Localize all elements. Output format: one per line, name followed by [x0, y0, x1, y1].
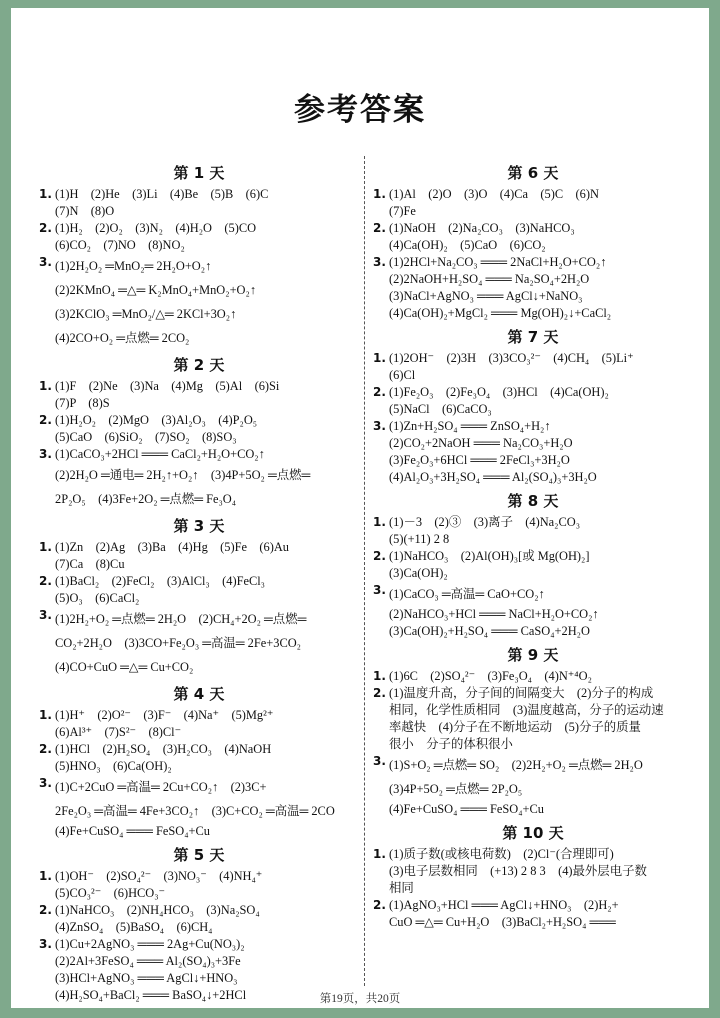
answer-line: (5)CaO (6)SiO₂ (7)SO₂ (8)SO₃: [55, 430, 237, 444]
answer-line: (4)Ca(OH)₂+MgCl₂ ═══ Mg(OH)₂↓+CaCl₂: [389, 306, 612, 320]
answer-item: [39, 254, 359, 350]
answer-line: CuO ═△═ Cu+H₂O (3)BaCl₂+H₂SO₄ ═══: [389, 915, 616, 929]
answer-line: (1)BaCl₂ (2)FeCl₂ (3)AlCl₃ (4)FeCl₃: [55, 574, 266, 588]
day-heading: 第 4 天: [173, 685, 225, 703]
answer-line: (5)(+11) 2 8: [389, 532, 450, 546]
answer-item: [373, 350, 693, 384]
answer-line: (1)质子数(或核电荷数) (2)Cl⁻(合理即可): [389, 847, 614, 861]
answer-line: (1)Fe₂O₃ (2)Fe₃O₄ (3)HCl (4)Ca(OH)₂: [389, 385, 609, 399]
answer-line: (4)Fe+CuSO₄ ═══ FeSO₄+Cu: [55, 824, 210, 838]
question-number: 3.: [39, 608, 52, 622]
answer-line: (1)C+2CuO ═高温═ 2Cu+CO₂↑ (2)3C+: [55, 780, 267, 794]
day-heading: 第 1 天: [173, 164, 225, 182]
question-number: 3.: [39, 447, 52, 461]
answer-line: (1)H₂ (2)O₂ (3)N₂ (4)H₂O (5)CO: [55, 221, 257, 235]
answer-line: (1)AgNO₃+HCl ═══ AgCl↓+HNO₃ (2)H₂+: [389, 898, 619, 912]
answer-line: (2)2H₂O ═通电═ 2H₂↑+O₂↑ (3)4P+5O₂ ═点燃═: [55, 468, 311, 482]
left-column: [39, 158, 359, 1004]
answer-line: (4)CO+CuO ═△═ Cu+CO₂: [55, 660, 194, 674]
answer-line: (4)H₂SO₄+BaCl₂ ═══ BaSO₄↓+2HCl: [55, 988, 247, 1002]
answer-line: (1)2HCl+Na₂CO₃ ═══ 2NaCl+H₂O+CO₂↑: [389, 255, 607, 269]
answer-line: (2)2KMnO₄ ═△═ K₂MnO₄+MnO₂+O₂↑: [55, 283, 257, 297]
page-title: 参考答案: [294, 92, 426, 128]
question-number: 2.: [373, 221, 386, 235]
answer-item: [39, 573, 359, 607]
answer-line: (2)CO₂+2NaOH ═══ Na₂CO₃+H₂O: [389, 436, 573, 450]
answer-line: (3)2KClO₃ ═MnO₂/△═ 2KCl+3O₂↑: [55, 307, 237, 321]
answer-item: [39, 378, 359, 412]
answer-line: (1)6C (2)SO₄²⁻ (3)Fe₃O₄ (4)N⁺⁴O₂: [389, 669, 592, 683]
answer-line: (1)温度升高，分子间的间隔变大 (2)分子的构成: [389, 686, 654, 700]
answer-line: (4)ZnSO₄ (5)BaSO₄ (6)CH₄: [55, 920, 213, 934]
question-number: 1.: [39, 540, 52, 554]
answer-line: (4)Al₂O₃+3H₂SO₄ ═══ Al₂(SO₄)₃+3H₂O: [389, 470, 597, 484]
page-footer: 第19页，共20页: [319, 993, 401, 1005]
day-heading: 第 8 天: [507, 492, 559, 510]
question-number: 3.: [373, 419, 386, 433]
answer-line: (1)2H₂O₂ ═MnO₂═ 2H₂O+O₂↑: [55, 259, 212, 273]
question-number: 3.: [39, 255, 52, 269]
answer-line: (3)HCl+AgNO₃ ═══ AgCl↓+HNO₃: [55, 971, 238, 985]
question-number: 1.: [373, 847, 386, 861]
answer-line: (1)NaHCO₃ (2)NH₄HCO₃ (3)Na₂SO₄: [55, 903, 260, 917]
answer-line: (2)2Al+3FeSO₄ ═══ Al₂(SO₄)₃+3Fe: [55, 954, 241, 968]
answer-page: [11, 8, 709, 1008]
answer-line: (1)F (2)Ne (3)Na (4)Mg (5)Al (6)Si: [55, 379, 280, 393]
answer-item: [373, 548, 693, 582]
answer-line: (6)CO₂ (7)NO (8)NO₂: [55, 238, 185, 252]
right-column: [373, 158, 693, 931]
answer-item: [39, 707, 359, 741]
day-heading: 第 5 天: [173, 846, 225, 864]
question-number: 2.: [373, 686, 386, 700]
answer-item: [39, 220, 359, 254]
answer-line: (2)2NaOH+H₂SO₄ ═══ Na₂SO₄+2H₂O: [389, 272, 590, 286]
answer-item: [373, 514, 693, 548]
answer-line: (4)Ca(OH)₂ (5)CaO (6)CO₂: [389, 238, 546, 252]
answer-line: (3)Ca(OH)₂+H₂SO₄ ═══ CaSO₄+2H₂O: [389, 624, 590, 638]
column-divider: [364, 156, 365, 986]
answer-item: [373, 753, 693, 818]
answer-item: [373, 418, 693, 486]
answer-line: (1)H₂O₂ (2)MgO (3)Al₂O₃ (4)P₂O₅: [55, 413, 258, 427]
question-number: 2.: [39, 221, 52, 235]
answer-line: (1)NaOH (2)Na₂CO₃ (3)NaHCO₃: [389, 221, 575, 235]
question-number: 2.: [373, 385, 386, 399]
question-number: 1.: [39, 708, 52, 722]
answer-line: (3)4P+5O₂ ═点燃═ 2P₂O₅: [389, 782, 523, 796]
answer-line: 2P₂O₅ (4)3Fe+2O₂ ═点燃═ Fe₃O₄: [55, 492, 237, 506]
question-number: 1.: [39, 869, 52, 883]
answer-line: (1)－3 (2)③ (3)离子 (4)Na₂CO₃: [389, 515, 581, 529]
answer-line: (4)Fe+CuSO₄ ═══ FeSO₄+Cu: [389, 802, 544, 816]
answer-item: [39, 412, 359, 446]
answer-item: [373, 582, 693, 640]
answer-line: (1)NaHCO₃ (2)Al(OH)₃[或 Mg(OH)₂]: [389, 549, 590, 563]
answer-line: (1)S+O₂ ═点燃═ SO₂ (2)2H₂+O₂ ═点燃═ 2H₂O: [389, 758, 643, 772]
answer-item: [373, 685, 693, 753]
answer-line: (3)NaCl+AgNO₃ ═══ AgCl↓+NaNO₃: [389, 289, 583, 303]
day-heading: 第 9 天: [507, 646, 559, 664]
question-number: 2.: [39, 903, 52, 917]
answer-line: (7)P (8)S: [55, 396, 110, 410]
answer-line: (1)Zn (2)Ag (3)Ba (4)Hg (5)Fe (6)Au: [55, 540, 289, 554]
answer-line: (1)H (2)He (3)Li (4)Be (5)B (6)C: [55, 187, 269, 201]
answer-line: 2Fe₂O₃ ═高温═ 4Fe+3CO₂↑ (3)C+CO₂ ═高温═ 2CO: [55, 804, 335, 818]
answer-item: [39, 902, 359, 936]
answer-line: CO₂+2H₂O (3)3CO+Fe₂O₃ ═高温═ 2Fe+3CO₂: [55, 636, 301, 650]
answer-line: (3)Fe₂O₃+6HCl ═══ 2FeCl₃+3H₂O: [389, 453, 570, 467]
answer-item: [373, 668, 693, 685]
answer-line: 相同: [389, 881, 414, 895]
answer-line: (7)Ca (8)Cu: [55, 557, 125, 571]
question-number: 3.: [39, 776, 52, 790]
day-heading: 第 7 天: [507, 328, 559, 346]
answer-line: (1)H⁺ (2)O²⁻ (3)F⁻ (4)Na⁺ (5)Mg²⁺: [55, 708, 274, 722]
answer-line: (1)2OH⁻ (2)3H (3)3CO₃²⁻ (4)CH₄ (5)Li⁺: [389, 351, 634, 365]
answer-item: [373, 846, 693, 897]
day-heading: 第 2 天: [173, 356, 225, 374]
answer-line: (1)Al (2)O (3)O (4)Ca (5)C (6)N: [389, 187, 599, 201]
question-number: 3.: [39, 937, 52, 951]
question-number: 3.: [373, 255, 386, 269]
question-number: 1.: [39, 187, 52, 201]
answer-line: (7)Fe: [389, 204, 416, 218]
answer-line: (3)Ca(OH)₂: [389, 566, 448, 580]
answer-item: [373, 186, 693, 220]
question-number: 1.: [39, 379, 52, 393]
day-heading: 第 3 天: [173, 517, 225, 535]
answer-item: [373, 220, 693, 254]
question-number: 1.: [373, 187, 386, 201]
answer-line: (6)Al³⁺ (7)S²⁻ (8)Cl⁻: [55, 725, 182, 739]
question-number: 1.: [373, 351, 386, 365]
answer-item: [39, 775, 359, 840]
question-number: 3.: [373, 754, 386, 768]
question-number: 1.: [373, 515, 386, 529]
answer-line: (5)O₃ (6)CaCl₂: [55, 591, 140, 605]
answer-line: (1)HCl (2)H₂SO₄ (3)H₂CO₃ (4)NaOH: [55, 742, 272, 756]
answer-line: (5)CO₃²⁻ (6)HCO₃⁻: [55, 886, 166, 900]
question-number: 3.: [373, 583, 386, 597]
answer-line: 率越快 (4)分子在不断地运动 (5)分子的质量: [389, 720, 641, 734]
answer-item: [373, 897, 693, 931]
answer-item: [373, 384, 693, 418]
answer-line: (7)N (8)O: [55, 204, 115, 218]
answer-item: [39, 741, 359, 775]
question-number: 2.: [39, 574, 52, 588]
answer-line: 很小 分子的体积很小: [389, 737, 513, 751]
question-number: 1.: [373, 669, 386, 683]
answer-line: (6)Cl: [389, 368, 416, 382]
answer-line: (5)HNO₃ (6)Ca(OH)₂: [55, 759, 172, 773]
answer-line: 相同，化学性质相同 (3)温度越高，分子的运动速: [389, 703, 664, 717]
answer-line: (1)Cu+2AgNO₃ ═══ 2Ag+Cu(NO₃)₂: [55, 937, 245, 951]
answer-line: (1)Zn+H₂SO₄ ═══ ZnSO₄+H₂↑: [389, 419, 551, 433]
answer-item: [39, 539, 359, 573]
answer-item: [373, 254, 693, 322]
question-number: 2.: [373, 549, 386, 563]
answer-item: [39, 446, 359, 511]
answer-item: [39, 607, 359, 679]
answer-line: (4)2CO+O₂ ═点燃═ 2CO₂: [55, 331, 190, 345]
day-heading: 第 6 天: [507, 164, 559, 182]
answer-line: (3)电子层数相同 (+13) 2 8 3 (4)最外层电子数: [389, 864, 647, 878]
answer-line: (1)CaCO₃+2HCl ═══ CaCl₂+H₂O+CO₂↑: [55, 447, 265, 461]
question-number: 2.: [373, 898, 386, 912]
answer-item: [39, 868, 359, 902]
answer-line: (5)NaCl (6)CaCO₃: [389, 402, 492, 416]
day-heading: 第 10 天: [502, 824, 564, 842]
answer-item: [39, 186, 359, 220]
answer-line: (1)2H₂+O₂ ═点燃═ 2H₂O (2)CH₄+2O₂ ═点燃═: [55, 612, 307, 626]
question-number: 2.: [39, 742, 52, 756]
question-number: 2.: [39, 413, 52, 427]
answer-line: (1)CaCO₃ ═高温═ CaO+CO₂↑: [389, 587, 545, 601]
answer-line: (1)OH⁻ (2)SO₄²⁻ (3)NO₃⁻ (4)NH₄⁺: [55, 869, 263, 883]
answer-line: (2)NaHCO₃+HCl ═══ NaCl+H₂O+CO₂↑: [389, 607, 599, 621]
